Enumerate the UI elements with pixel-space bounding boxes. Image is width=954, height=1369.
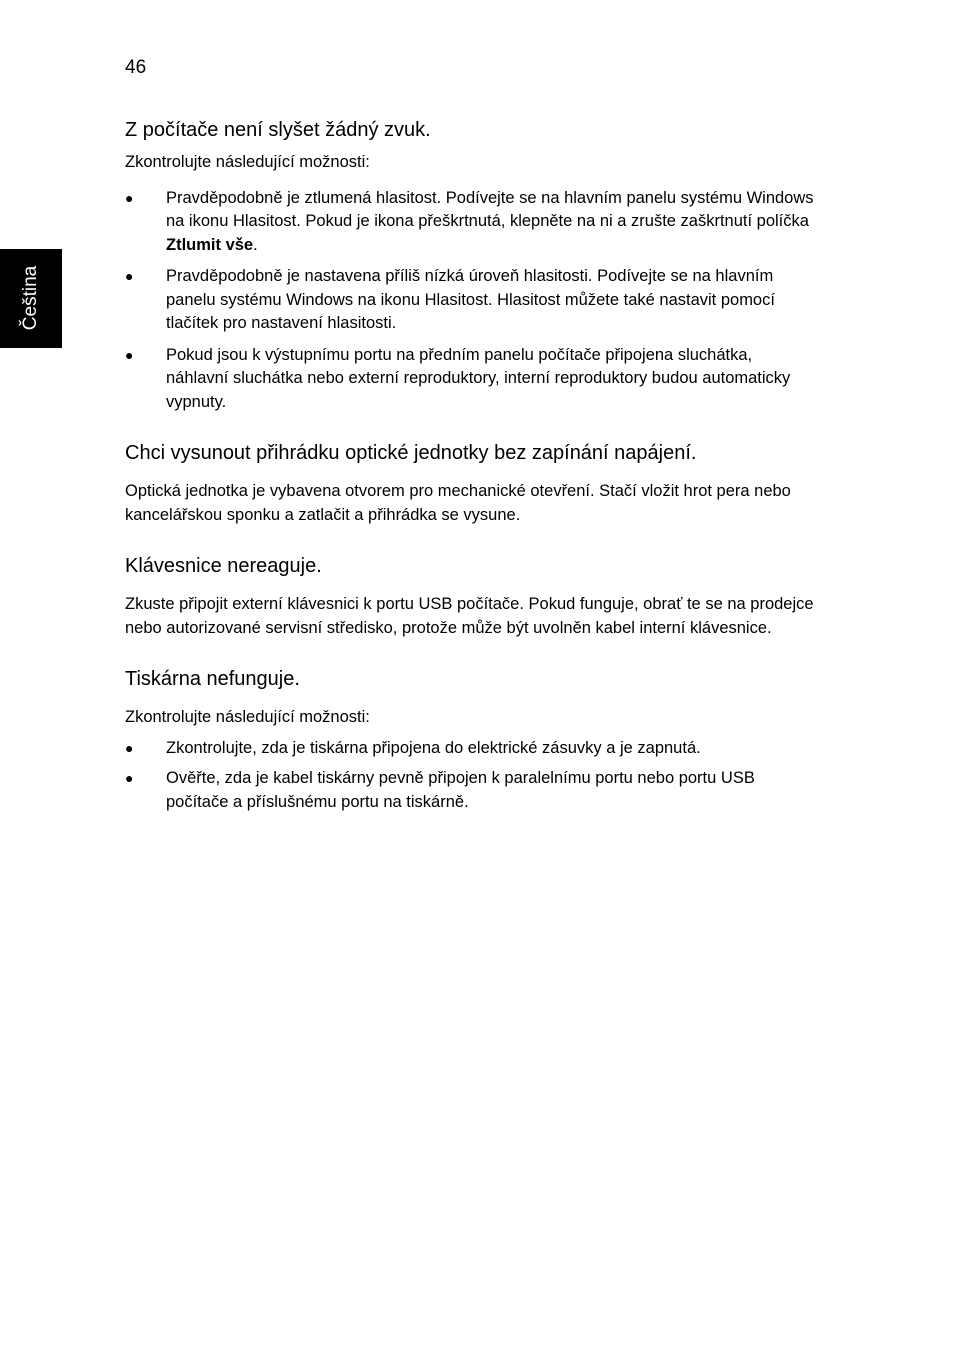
section-body-keyboard: Zkuste připojit externí klávesnici k portu USB počítače. Pokud funguje, obrať te se na prodejce nebo autorizované servisní středisko, protože může být uvolněn kabel interní klávesnice.	[125, 595, 814, 637]
bullet-icon: ●	[125, 739, 134, 756]
list-item-text: Ověřte, zda je kabel tiskárny pevně připojen k paralelnímu portu nebo portu USB počítače a příslušnému portu na tiskárně.	[166, 769, 755, 811]
list-item	[125, 187, 815, 258]
bullet-icon: ●	[125, 189, 134, 206]
section-intro-no-sound: Zkontrolujte následující možnosti:	[125, 153, 370, 171]
bullet-list-no-sound	[125, 187, 815, 415]
section-heading-printer: Tiskárna nefunguje.	[125, 668, 300, 690]
list-item	[125, 265, 815, 336]
bullet-icon: ●	[125, 770, 134, 786]
list-item-text: Zkontrolujte, zda je tiskárna připojena do elektrické zásuvky a je zapnutá.	[166, 738, 701, 757]
section-intro-printer: Zkontrolujte následující možnosti:	[125, 708, 370, 726]
list-item	[125, 737, 815, 761]
section-body-optical-drive: Optická jednotka je vybavena otvorem pro mechanické otevření. Stačí vložit hrot pera nebo kancelářskou sponku a zatlačit a přihrádka se vysune.	[125, 482, 791, 524]
page-number: 46	[125, 57, 147, 78]
list-item-text: Pokud jsou k výstupnímu portu na předním panelu počítače připojena sluchátka, náhlavní sluchátka nebo externí reproduktory, interní reproduktory budou automaticky vypnuty.	[166, 345, 791, 411]
bullet-icon: ●	[125, 268, 134, 284]
section-heading-optical-drive: Chci vysunout přihrádku optické jednotky bez zapínání napájení.	[125, 442, 697, 464]
bullet-list-printer	[125, 737, 815, 815]
list-item-text-end: .	[253, 235, 258, 254]
page-content	[125, 117, 815, 814]
bullet-icon: ●	[125, 346, 134, 363]
list-item	[125, 767, 815, 814]
list-item-bold-text: Ztlumit vše	[166, 235, 254, 254]
list-item	[125, 344, 815, 415]
language-side-tab	[0, 249, 62, 348]
section-heading-no-sound: Z počítače není slyšet žádný zvuk.	[125, 119, 431, 141]
list-item-text: Pravděpodobně je ztlumená hlasitost. Podívejte se na hlavním panelu systému Windows na ikonu Hlasitost. Pokud je ikona přeškrtnutá, klepněte na ni a zrušte zaškrtnutí políčka	[166, 188, 814, 230]
language-side-tab-label: Čeština	[20, 265, 41, 331]
section-heading-keyboard: Klávesnice nereaguje.	[125, 555, 322, 577]
list-item-text: Pravděpodobně je nastavena příliš nízká úroveň hlasitosti. Podívejte se na hlavním panelu systému Windows na ikonu Hlasitost. Hlasitost můžete také nastavit pomocí tlačítek pro nastavení hlasitosti.	[166, 267, 775, 332]
